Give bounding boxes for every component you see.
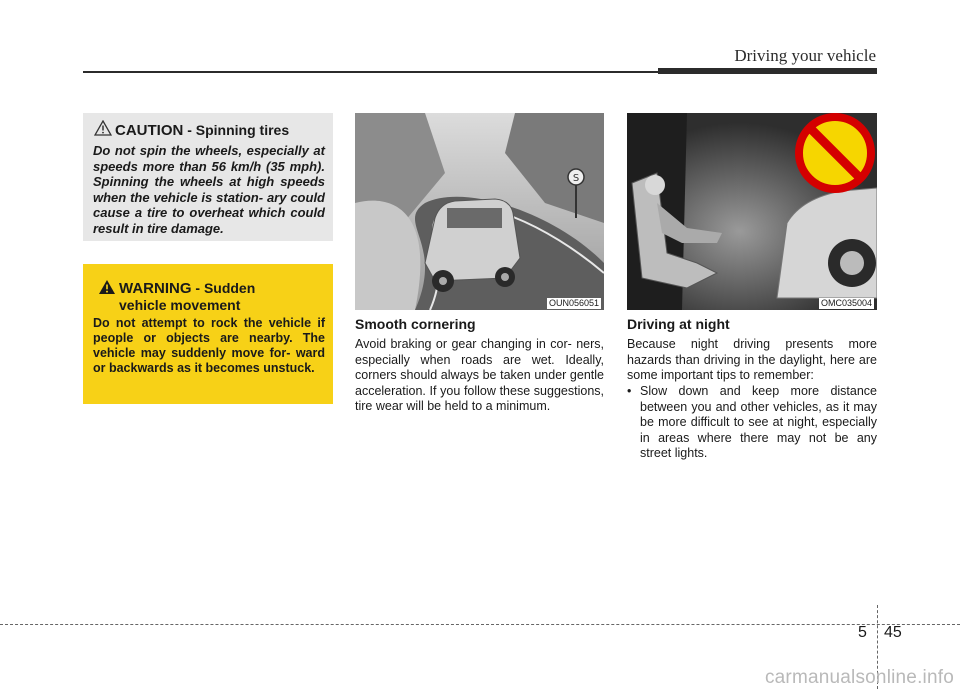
section-header-title: Driving your vehicle <box>734 46 876 65</box>
driving-at-night-body: Because night driving presents more hazards than driving in the daylight, here are some important tips to remember: <box>627 337 877 382</box>
cornering-car-image <box>355 113 604 310</box>
warning-title <box>119 280 255 314</box>
warning-subtitle-2: vehicle movement <box>119 297 241 313</box>
driving-at-night-heading: Driving at night <box>627 316 730 332</box>
night-driving-illustration <box>627 113 877 310</box>
chapter-number: 5 <box>858 624 867 641</box>
caution-box <box>83 113 333 241</box>
caution-body: Do not spin the wheels, especially at speeds more than 56 km/h (35 mph). Spinning the wheels at high speeds when the vehicle is station- ary could cause a tire to overheat which could result in tire damage. <box>93 143 325 236</box>
caution-subtitle: - Spinning tires <box>183 122 290 138</box>
figure-code: OUN056051 <box>548 298 599 308</box>
caution-triangle-icon <box>94 120 112 136</box>
smooth-cornering-heading: Smooth cornering <box>355 316 476 332</box>
caution-title <box>115 122 289 139</box>
driving-at-night-bullet: Slow down and keep more distance between you and other vehicles, as it may be more difficult to see at night, especially in areas where there may not be any street lights. <box>640 384 877 460</box>
smooth-cornering-body: Avoid braking or gear changing in cor- ners, especially when roads are wet. Ideally, corners should always be taken under gentle acceleration. If you follow these suggestions, tire wear will be held to a minimum. <box>355 337 604 413</box>
watermark: carmanualsonline.info <box>764 667 954 688</box>
page-number: 45 <box>884 624 902 641</box>
night-driving-image <box>627 113 877 310</box>
footer-rule <box>0 624 960 625</box>
bullet-icon: • <box>627 384 632 398</box>
caution-label: CAUTION <box>115 122 184 139</box>
cornering-illustration <box>355 113 604 310</box>
warning-triangle-icon <box>98 279 116 295</box>
warning-label: WARNING <box>119 280 192 297</box>
header-accent-bar <box>658 68 877 74</box>
warning-box <box>83 264 333 404</box>
svg-text:S: S <box>572 173 580 184</box>
warning-subtitle-1: - Sudden <box>191 280 256 296</box>
warning-body: Do not attempt to rock the vehicle if people or objects are nearby. The vehicle may suddenly move for- ward or backwards as it becomes unstuck. <box>93 316 325 375</box>
figure-code: OMC035004 <box>820 298 872 308</box>
